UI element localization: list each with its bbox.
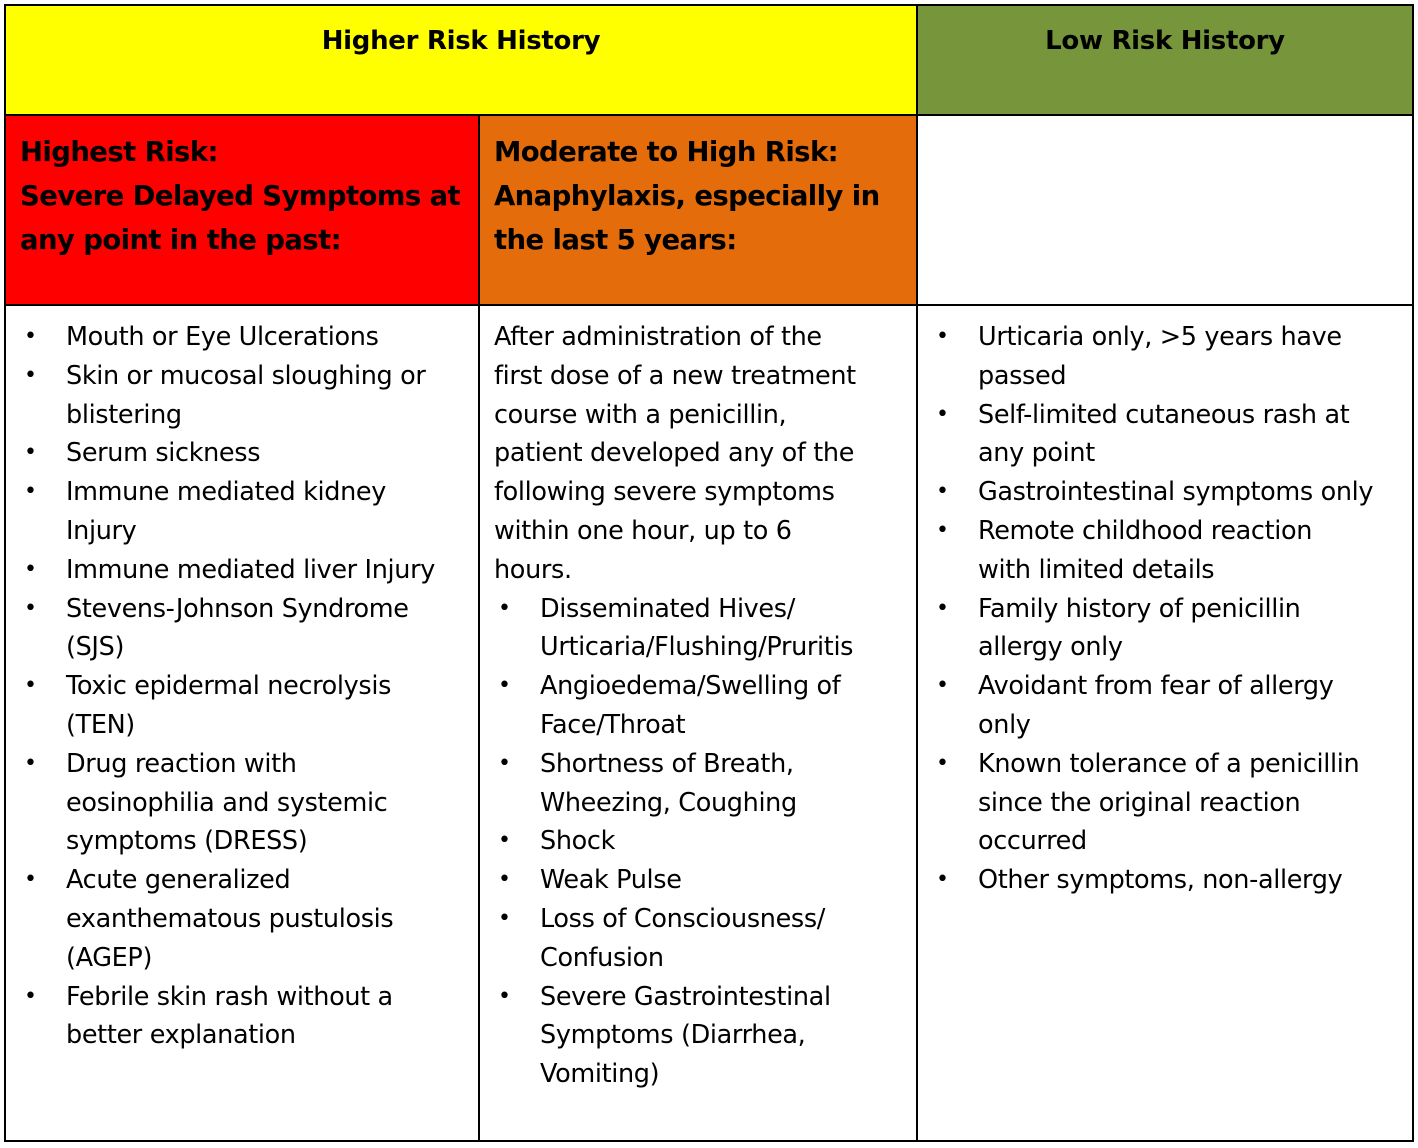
list-item-line: Known tolerance of a penicillin bbox=[978, 748, 1360, 779]
list-item-line: exanthematous pustulosis bbox=[66, 903, 394, 934]
list-item-line: Angioedema/Swelling of bbox=[540, 671, 841, 702]
list-item bbox=[20, 590, 470, 668]
moderate-risk-symptoms-cell bbox=[479, 305, 917, 1141]
bullet-icon: • bbox=[936, 479, 949, 505]
list-item-line: Shortness of Breath, bbox=[540, 748, 794, 779]
list-item-line: allergy only bbox=[978, 632, 1123, 663]
bullet-icon: • bbox=[24, 983, 37, 1009]
list-item-line: Febrile skin rash without a bbox=[66, 981, 393, 1012]
bullet-icon: • bbox=[936, 517, 949, 543]
list-item-line: Confusion bbox=[540, 942, 664, 973]
bullet-icon: • bbox=[24, 479, 37, 505]
list-item-line: any point bbox=[978, 438, 1095, 469]
list-item bbox=[932, 745, 1404, 861]
list-item-line: Acute generalized bbox=[66, 865, 291, 896]
heading-line: the last 5 years: bbox=[494, 224, 737, 256]
bullet-icon: • bbox=[498, 595, 511, 621]
intro-line: first dose of a new treatment bbox=[494, 360, 856, 391]
list-item-line: only bbox=[978, 709, 1031, 740]
bullet-icon: • bbox=[498, 983, 511, 1009]
list-item-line: Avoidant from fear of allergy bbox=[978, 671, 1334, 702]
bullet-icon: • bbox=[24, 595, 37, 621]
list-item bbox=[20, 978, 470, 1056]
bullet-icon: • bbox=[936, 673, 949, 699]
list-item-line: Gastrointestinal symptoms only bbox=[978, 477, 1374, 508]
bullet-icon: • bbox=[498, 905, 511, 931]
bullet-icon: • bbox=[24, 440, 37, 466]
list-item-line: Severe Gastrointestinal bbox=[540, 981, 831, 1012]
list-item-line: Immune mediated liver Injury bbox=[66, 554, 435, 585]
list-item-line: (AGEP) bbox=[66, 942, 153, 973]
list-item-line: since the original reaction bbox=[978, 787, 1301, 818]
highest-risk-heading bbox=[6, 116, 478, 262]
list-item bbox=[932, 318, 1404, 396]
list-item bbox=[20, 434, 470, 473]
heading-line: Highest Risk: bbox=[20, 136, 218, 168]
bullet-icon: • bbox=[936, 401, 949, 427]
list-item-line: Self-limited cutaneous rash at bbox=[978, 399, 1350, 430]
highest-risk-heading-cell bbox=[5, 115, 479, 305]
list-item bbox=[494, 822, 908, 861]
bullet-icon: • bbox=[498, 750, 511, 776]
list-item-line: occurred bbox=[978, 826, 1087, 857]
list-item bbox=[494, 978, 908, 1094]
list-item-line: Other symptoms, non-allergy bbox=[978, 865, 1343, 896]
list-item-line: Urticaria/Flushing/Pruritis bbox=[540, 632, 854, 663]
list-item-line: Injury bbox=[66, 515, 137, 546]
bullet-icon: • bbox=[24, 867, 37, 893]
list-item-line: eosinophilia and systemic bbox=[66, 787, 388, 818]
heading-line: Moderate to High Risk: bbox=[494, 136, 839, 168]
intro-line: within one hour, up to 6 bbox=[494, 515, 792, 546]
highest-risk-symptom-list bbox=[6, 318, 478, 1055]
list-item bbox=[932, 861, 1404, 900]
list-item-line: Wheezing, Coughing bbox=[540, 787, 797, 818]
list-item bbox=[932, 512, 1404, 590]
list-item bbox=[20, 861, 470, 977]
low-risk-symptom-list bbox=[918, 318, 1412, 900]
moderate-risk-intro bbox=[480, 318, 916, 590]
list-item-line: with limited details bbox=[978, 554, 1215, 585]
list-item bbox=[932, 667, 1404, 745]
list-item-line: Toxic epidermal necrolysis bbox=[66, 671, 392, 702]
bullet-icon: • bbox=[24, 556, 37, 582]
bullet-icon: • bbox=[24, 750, 37, 776]
list-item bbox=[494, 667, 908, 745]
list-item bbox=[20, 667, 470, 745]
list-item bbox=[494, 745, 908, 823]
list-item bbox=[932, 473, 1404, 512]
list-item bbox=[932, 396, 1404, 474]
list-item bbox=[494, 861, 908, 900]
list-item-line: Loss of Consciousness/ bbox=[540, 903, 826, 934]
list-item bbox=[494, 590, 908, 668]
list-item bbox=[20, 357, 470, 435]
list-item bbox=[20, 745, 470, 861]
list-item-line: Shock bbox=[540, 826, 615, 857]
intro-line: course with a penicillin, bbox=[494, 399, 787, 430]
list-item-line: Immune mediated kidney bbox=[66, 477, 387, 508]
list-item-line: Remote childhood reaction bbox=[978, 515, 1313, 546]
list-item-line: (TEN) bbox=[66, 709, 135, 740]
list-item-line: Family history of penicillin bbox=[978, 593, 1301, 624]
list-item-line: better explanation bbox=[66, 1020, 296, 1051]
list-item-line: Urticaria only, >5 years have bbox=[978, 322, 1342, 352]
heading-line: Severe Delayed Symptoms at bbox=[20, 180, 461, 212]
list-item-line: (SJS) bbox=[66, 632, 125, 663]
moderate-risk-heading-cell bbox=[479, 115, 917, 305]
list-item-line: Symptoms (Diarrhea, bbox=[540, 1020, 806, 1051]
list-item bbox=[20, 551, 470, 590]
low-risk-header-cell bbox=[917, 5, 1413, 115]
list-item-line: passed bbox=[978, 360, 1067, 391]
risk-history-table bbox=[4, 4, 1414, 1142]
bullet-icon: • bbox=[936, 867, 949, 893]
list-item-line: Stevens-Johnson Syndrome bbox=[66, 593, 409, 624]
intro-line: patient developed any of the bbox=[494, 438, 855, 469]
bullet-icon: • bbox=[936, 750, 949, 776]
bullet-icon: • bbox=[498, 828, 511, 854]
intro-line: After administration of the bbox=[494, 322, 822, 352]
list-item bbox=[20, 473, 470, 551]
list-item-line: symptoms (DRESS) bbox=[66, 826, 308, 857]
low-risk-heading-cell bbox=[917, 115, 1413, 305]
moderate-risk-heading bbox=[480, 116, 916, 262]
list-item bbox=[494, 900, 908, 978]
low-risk-symptoms-cell bbox=[917, 305, 1413, 1141]
list-item-line: Serum sickness bbox=[66, 438, 261, 469]
list-item-line: Weak Pulse bbox=[540, 865, 682, 896]
list-item-line: Mouth or Eye Ulcerations bbox=[66, 322, 379, 352]
bullet-icon: • bbox=[498, 867, 511, 893]
list-item-line: Drug reaction with bbox=[66, 748, 297, 779]
higher-risk-header-title: Higher Risk History bbox=[321, 26, 601, 56]
list-item-line: blistering bbox=[66, 399, 182, 430]
bullet-icon: • bbox=[24, 324, 37, 349]
highest-risk-symptoms-cell bbox=[5, 305, 479, 1141]
list-item bbox=[932, 590, 1404, 668]
intro-line: hours. bbox=[494, 554, 572, 585]
higher-risk-header-cell bbox=[5, 5, 917, 115]
list-item-line: Skin or mucosal sloughing or bbox=[66, 360, 426, 391]
list-item-line: Vomiting) bbox=[540, 1059, 660, 1090]
bullet-icon: • bbox=[24, 673, 37, 699]
low-risk-header-title: Low Risk History bbox=[1045, 26, 1285, 56]
list-item-line: Face/Throat bbox=[540, 709, 686, 740]
heading-line: Anaphylaxis, especially in bbox=[494, 180, 880, 212]
bullet-icon: • bbox=[24, 362, 37, 388]
list-item-line: Disseminated Hives/ bbox=[540, 593, 795, 624]
bullet-icon: • bbox=[936, 324, 949, 349]
bullet-icon: • bbox=[936, 595, 949, 621]
list-item bbox=[20, 318, 470, 357]
moderate-risk-symptom-list bbox=[480, 590, 916, 1094]
bullet-icon: • bbox=[498, 673, 511, 699]
heading-line: any point in the past: bbox=[20, 224, 342, 256]
intro-line: following severe symptoms bbox=[494, 477, 835, 508]
